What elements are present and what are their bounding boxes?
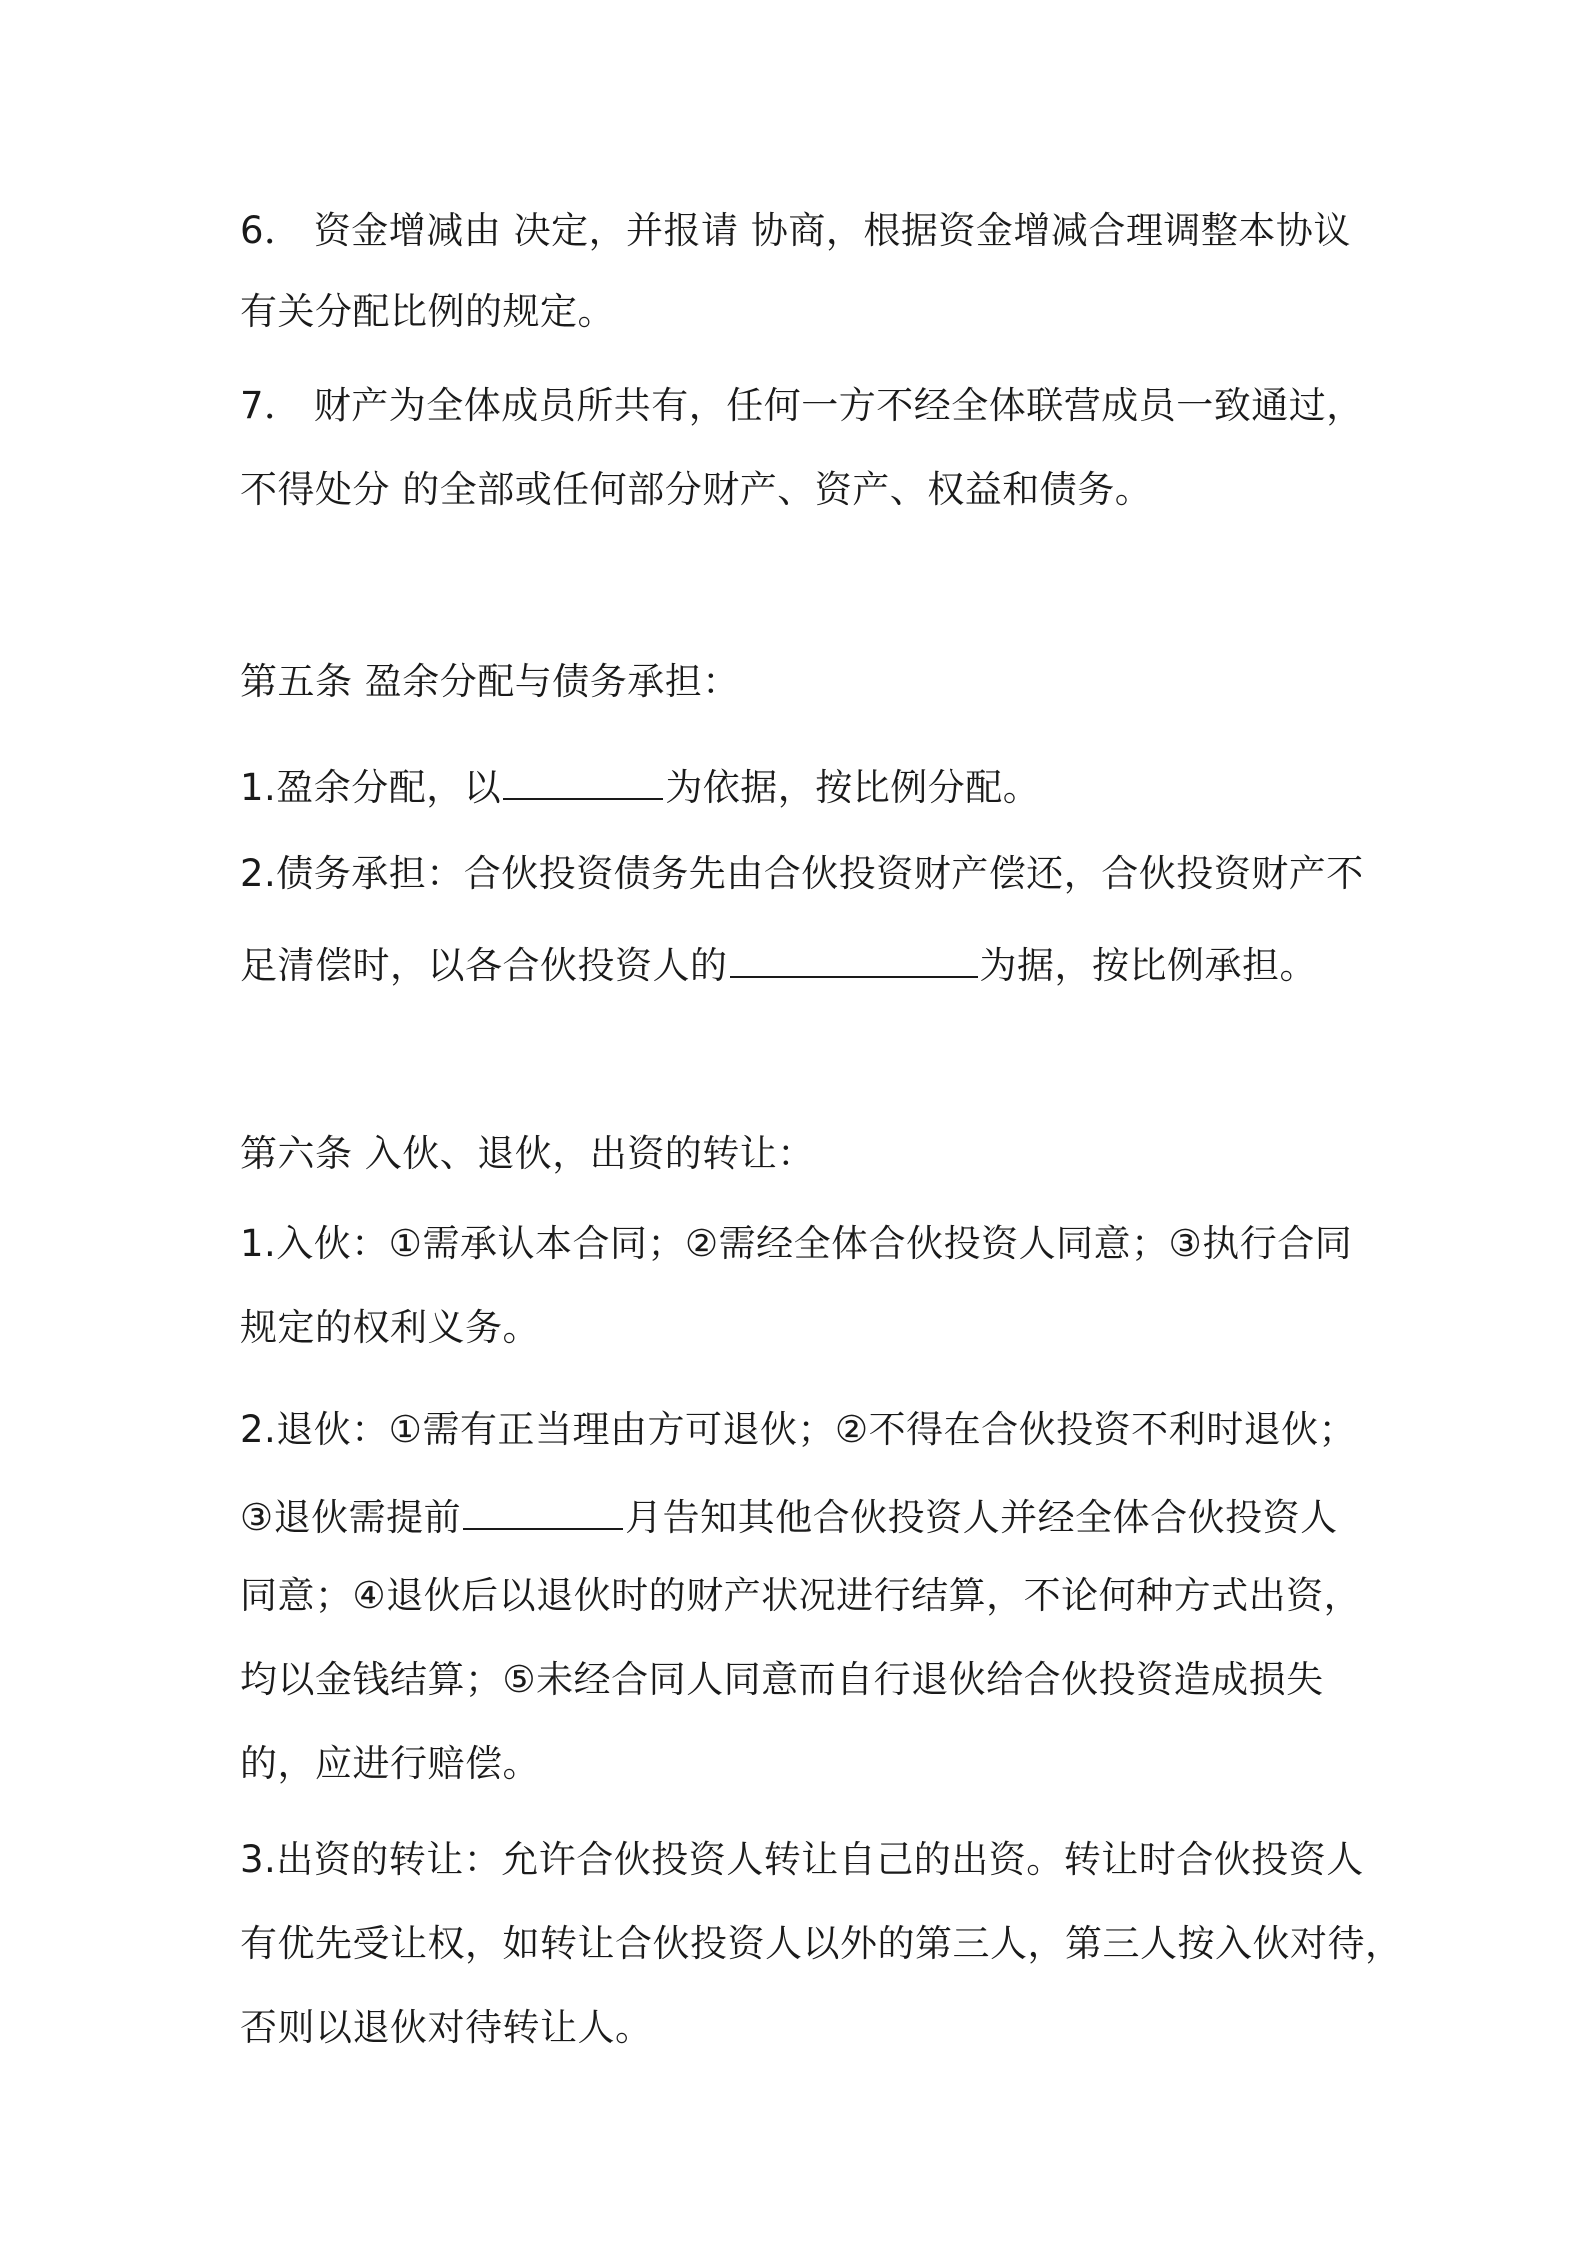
section6-item2-line4: 均以金钱结算；⑤未经合同人同意而自行退伙给合伙投资造成损失: [240, 1658, 1324, 1701]
section6-item1-line1: 1.入伙：①需承认本合同；②需经全体合伙投资人同意；③执行合同: [240, 1222, 1353, 1265]
section5-heading: 第五条 盈余分配与债务承担：: [240, 660, 740, 703]
section4-item6-line1: 6． 资金增减由 决定，并报请 协商，根据资金增减合理调整本协议: [240, 209, 1351, 252]
section5-item2-line1: 2.债务承担：合伙投资债务先由合伙投资财产偿还，合伙投资财产不: [240, 852, 1364, 895]
section6-item2-line5: 的，应进行赔偿。: [240, 1742, 540, 1785]
section5-item1: [240, 758, 1040, 814]
section6-heading: 第六条 入伙、退伙，出资的转让：: [240, 1132, 815, 1175]
section6-item3-line3: 否则以退伙对待转让人。: [240, 2006, 653, 2049]
section4-item7-line2: 不得处分 的全部或任何部分财产、资产、权益和债务。: [240, 468, 1153, 511]
section5-item2-suffix: 为据，按比例承担。: [979, 944, 1317, 987]
fill-in-blank[interactable]: [463, 1488, 623, 1530]
section6-item1-line2: 规定的权利义务。: [240, 1306, 540, 1349]
section6-item3-line1: 3.出资的转让：允许合伙投资人转让自己的出资。转让时合伙投资人: [240, 1838, 1364, 1881]
section6-item3-line2: 有优先受让权，如转让合伙投资人以外的第三人，第三人按入伙对待，: [240, 1922, 1403, 1965]
section6-item2-suffix: 月告知其他合伙投资人并经全体合伙投资人: [625, 1496, 1338, 1539]
section6-item2-line3: 同意；④退伙后以退伙时的财产状况进行结算，不论何种方式出资，: [240, 1574, 1362, 1617]
fill-in-blank[interactable]: [730, 936, 978, 978]
section6-item2-prefix: ③退伙需提前: [240, 1496, 462, 1539]
section5-item2-line2: [240, 936, 1317, 992]
section5-item1-prefix: 1.盈余分配，以: [240, 766, 502, 809]
fill-in-blank[interactable]: [503, 758, 663, 800]
section6-item2-line2: [240, 1488, 1338, 1544]
section5-item2-prefix: 足清偿时，以各合伙投资人的: [240, 944, 728, 987]
section6-item2-line1: 2.退伙：①需有正当理由方可退伙；②不得在合伙投资不利时退伙；: [240, 1408, 1357, 1451]
section5-item1-suffix: 为依据，按比例分配。: [665, 766, 1041, 809]
section4-item6-line2: 有关分配比例的规定。: [240, 290, 615, 333]
section4-item7-line1: 7． 财产为全体成员所共有，任何一方不经全体联营成员一致通过，: [240, 384, 1364, 427]
